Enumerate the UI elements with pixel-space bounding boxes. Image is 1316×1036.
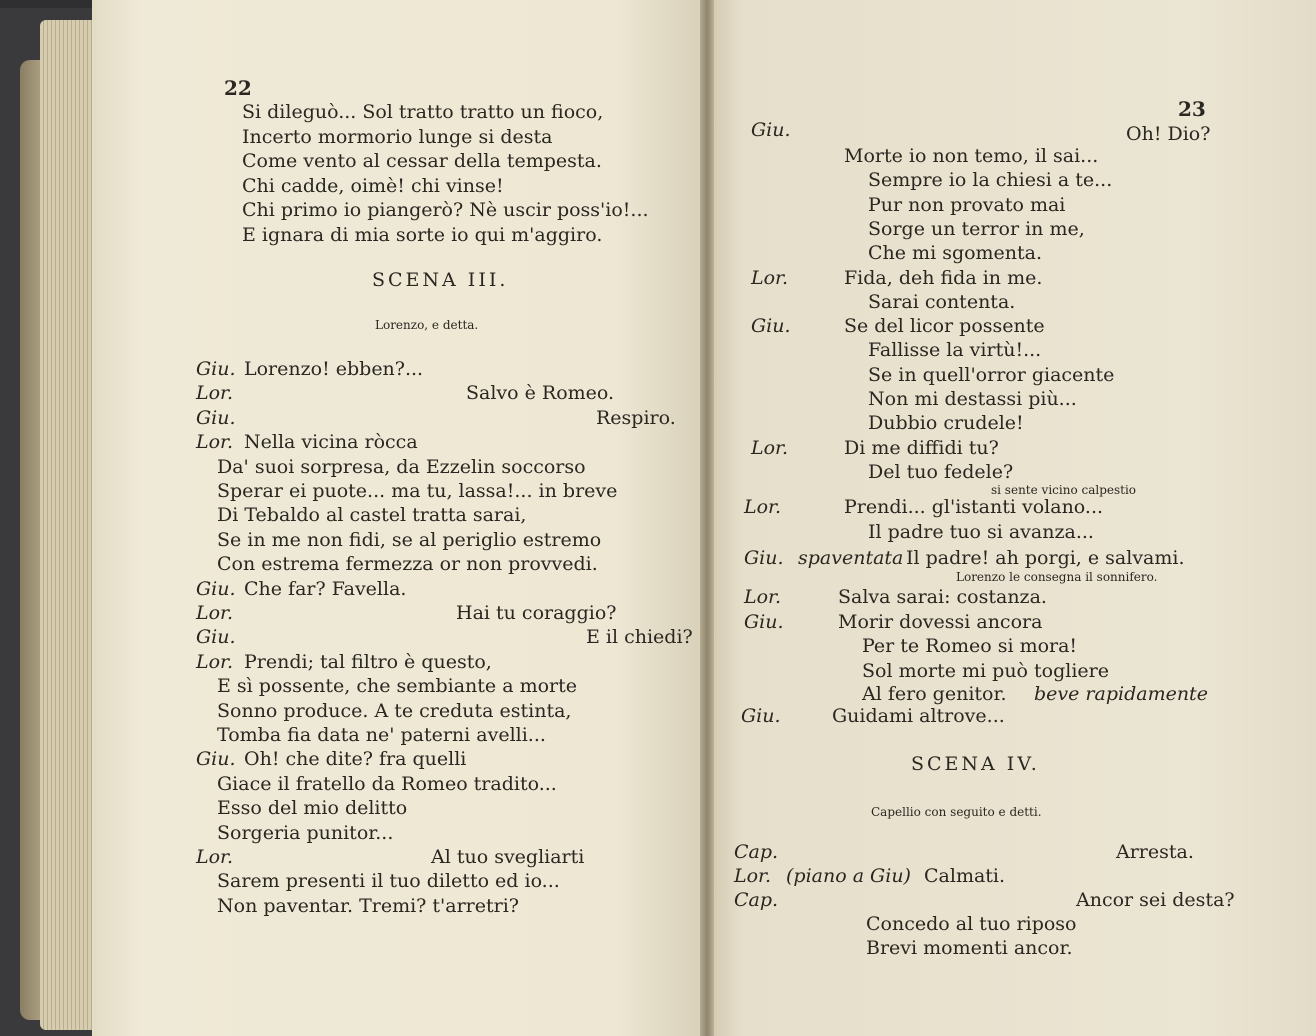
speaker-label: Lor.: [734, 865, 772, 887]
verse-line: Chi primo io piangerò? Nè uscir poss'io!...: [242, 199, 649, 221]
book-gutter: [700, 0, 714, 1036]
speaker-label: Cap.: [734, 841, 779, 863]
dialogue-line: Se in me non fidi, se al periglio estremo: [217, 528, 602, 551]
speaker-label: Lor.: [751, 436, 789, 459]
dialogue-line: Al fero genitor.: [862, 683, 1007, 705]
dialogue-line: Che mi sgomenta.: [868, 242, 1043, 265]
dialogue-line: Oh! Dio?: [1126, 123, 1211, 145]
dialogue-line: Esso del mio delitto: [217, 797, 408, 820]
dialogue-line: Nella vicina ròcca: [244, 431, 418, 454]
page-number: 23: [1178, 97, 1206, 121]
verse-line: E ignara di mia sorte io qui m'aggiro.: [242, 223, 603, 246]
speaker-label: Giu.: [196, 748, 236, 771]
dialogue-line: E il chiedi?: [586, 626, 693, 649]
dialogue-line: Salva sarai: costanza.: [838, 586, 1047, 608]
dialogue-line: Fallisse la virtù!...: [868, 339, 1042, 362]
dialogue-line: Al tuo svegliarti: [431, 846, 585, 868]
speaker-label: Lor.: [751, 266, 789, 289]
dialogue-line: Fida, deh fida in me.: [844, 266, 1043, 289]
dialogue-line: Il padre tuo si avanza...: [868, 521, 1094, 543]
speaker-label: Giu.: [751, 315, 791, 338]
dialogue-line: Di me diffidi tu?: [844, 436, 999, 459]
speaker-label: Lor.: [196, 382, 234, 405]
speaker-label: Cap.: [734, 889, 779, 911]
dialogue-line: Guidami altrove...: [832, 705, 1005, 727]
dialogue-line: Sarem presenti il tuo diletto ed io...: [217, 870, 560, 893]
speaker-label: Giu.: [196, 358, 236, 380]
dialogue-line: Che far? Favella.: [244, 577, 407, 600]
speaker-label: Lor.: [744, 496, 782, 518]
right-page: [706, 0, 1316, 1036]
scene-cast: Lorenzo, e detta.: [375, 318, 479, 332]
dialogue-line: Se in quell'orror giacente: [868, 363, 1115, 386]
verse-line: Si dileguò... Sol tratto tratto un fioco,: [242, 101, 604, 123]
speaker-label: Giu.: [744, 610, 784, 633]
dialogue-line: Brevi momenti ancor.: [866, 937, 1073, 959]
speaker-label: Lor.: [196, 602, 234, 624]
page-number: 22: [224, 76, 252, 100]
verse-line: Come vento al cessar della tempesta.: [242, 150, 602, 172]
dialogue-line: Ancor sei desta?: [1076, 889, 1235, 911]
stage-direction: (piano a Giu): [786, 865, 911, 887]
dialogue-line: Morir dovessi ancora: [838, 610, 1043, 633]
stage-direction: spaventata: [798, 547, 904, 569]
dialogue-line: Sorge un terror in me,: [868, 217, 1085, 240]
dialogue-line: Arresta.: [1116, 841, 1194, 863]
dialogue-line: Hai tu coraggio?: [456, 602, 617, 624]
dialogue-line: Tomba fia data ne' paterni avelli...: [217, 724, 546, 746]
verse-line: Incerto mormorio lunge si desta: [242, 125, 553, 148]
dialogue-line: Prendi... gl'istanti volano...: [844, 496, 1104, 518]
dialogue-line: Con estrema fermezza or non provvedi.: [217, 553, 598, 576]
left-page: [92, 0, 706, 1036]
dialogue-line: Morte io non temo, il sai...: [844, 145, 1099, 167]
speaker-label: Lor.: [744, 586, 782, 608]
speaker-label: Giu.: [741, 705, 781, 727]
verse-line: Chi cadde, oimè! chi vinse!: [242, 174, 504, 197]
speaker-label: Giu.: [196, 406, 236, 429]
dialogue-line: Da' suoi sorpresa, da Ezzelin soccorso: [217, 455, 586, 478]
dialogue-line: Giace il fratello da Romeo tradito...: [217, 772, 557, 795]
dialogue-line: Respiro.: [596, 406, 676, 429]
scene-cast: Capellio con seguito e detti.: [871, 805, 1042, 819]
dialogue-line: E sì possente, che sembiante a morte: [217, 675, 577, 698]
dialogue-line: Sempre io la chiesi a te...: [868, 169, 1113, 192]
dialogue-line: Pur non provato mai: [868, 193, 1066, 216]
dialogue-line: Sol morte mi può togliere: [862, 659, 1109, 682]
scene-title: SCENA III.: [372, 269, 509, 291]
scene-title: SCENA IV.: [911, 753, 1040, 775]
dialogue-line: Concedo al tuo riposo: [866, 913, 1077, 935]
dialogue-line: Non paventar. Tremi? t'arretri?: [217, 894, 519, 917]
dialogue-line: Se del licor possente: [844, 315, 1045, 338]
speaker-label: Giu.: [196, 577, 236, 600]
stage-direction: beve rapidamente: [1034, 683, 1208, 705]
dialogue-line: Non mi destassi più...: [868, 388, 1077, 410]
dialogue-line: Dubbio crudele!: [868, 412, 1024, 435]
dialogue-line: Lorenzo! ebben?...: [244, 358, 424, 380]
stage-direction: si sente vicino calpestio: [991, 483, 1137, 497]
speaker-label: Giu.: [751, 119, 791, 141]
dialogue-line: Sorgeria punitor...: [217, 821, 394, 844]
dialogue-line: Per te Romeo si mora!: [862, 635, 1078, 657]
dialogue-line: Salvo è Romeo.: [466, 382, 615, 405]
stage-direction: Lorenzo le consegna il sonnifero.: [956, 570, 1158, 584]
dialogue-line: Del tuo fedele?: [868, 460, 1014, 483]
dialogue-line: Di Tebaldo al castel tratta sarai,: [217, 504, 527, 527]
dialogue-line: Prendi; tal filtro è questo,: [244, 650, 492, 673]
dialogue-line: Calmati.: [924, 865, 1006, 887]
speaker-label: Lor.: [196, 650, 234, 673]
dialogue-line: Sonno produce. A te creduta estinta,: [217, 699, 572, 722]
speaker-label: Lor.: [196, 431, 234, 454]
dialogue-line: Oh! che dite? fra quelli: [244, 748, 467, 771]
dialogue-line: Il padre! ah porgi, e salvami.: [906, 547, 1185, 569]
dialogue-line: Sarai contenta.: [868, 290, 1016, 313]
speaker-label: Lor.: [196, 846, 234, 868]
dialogue-line: Sperar ei puote... ma tu, lassa!... in breve: [217, 480, 618, 502]
speaker-label: Giu.: [744, 547, 784, 569]
speaker-label: Giu.: [196, 626, 236, 649]
